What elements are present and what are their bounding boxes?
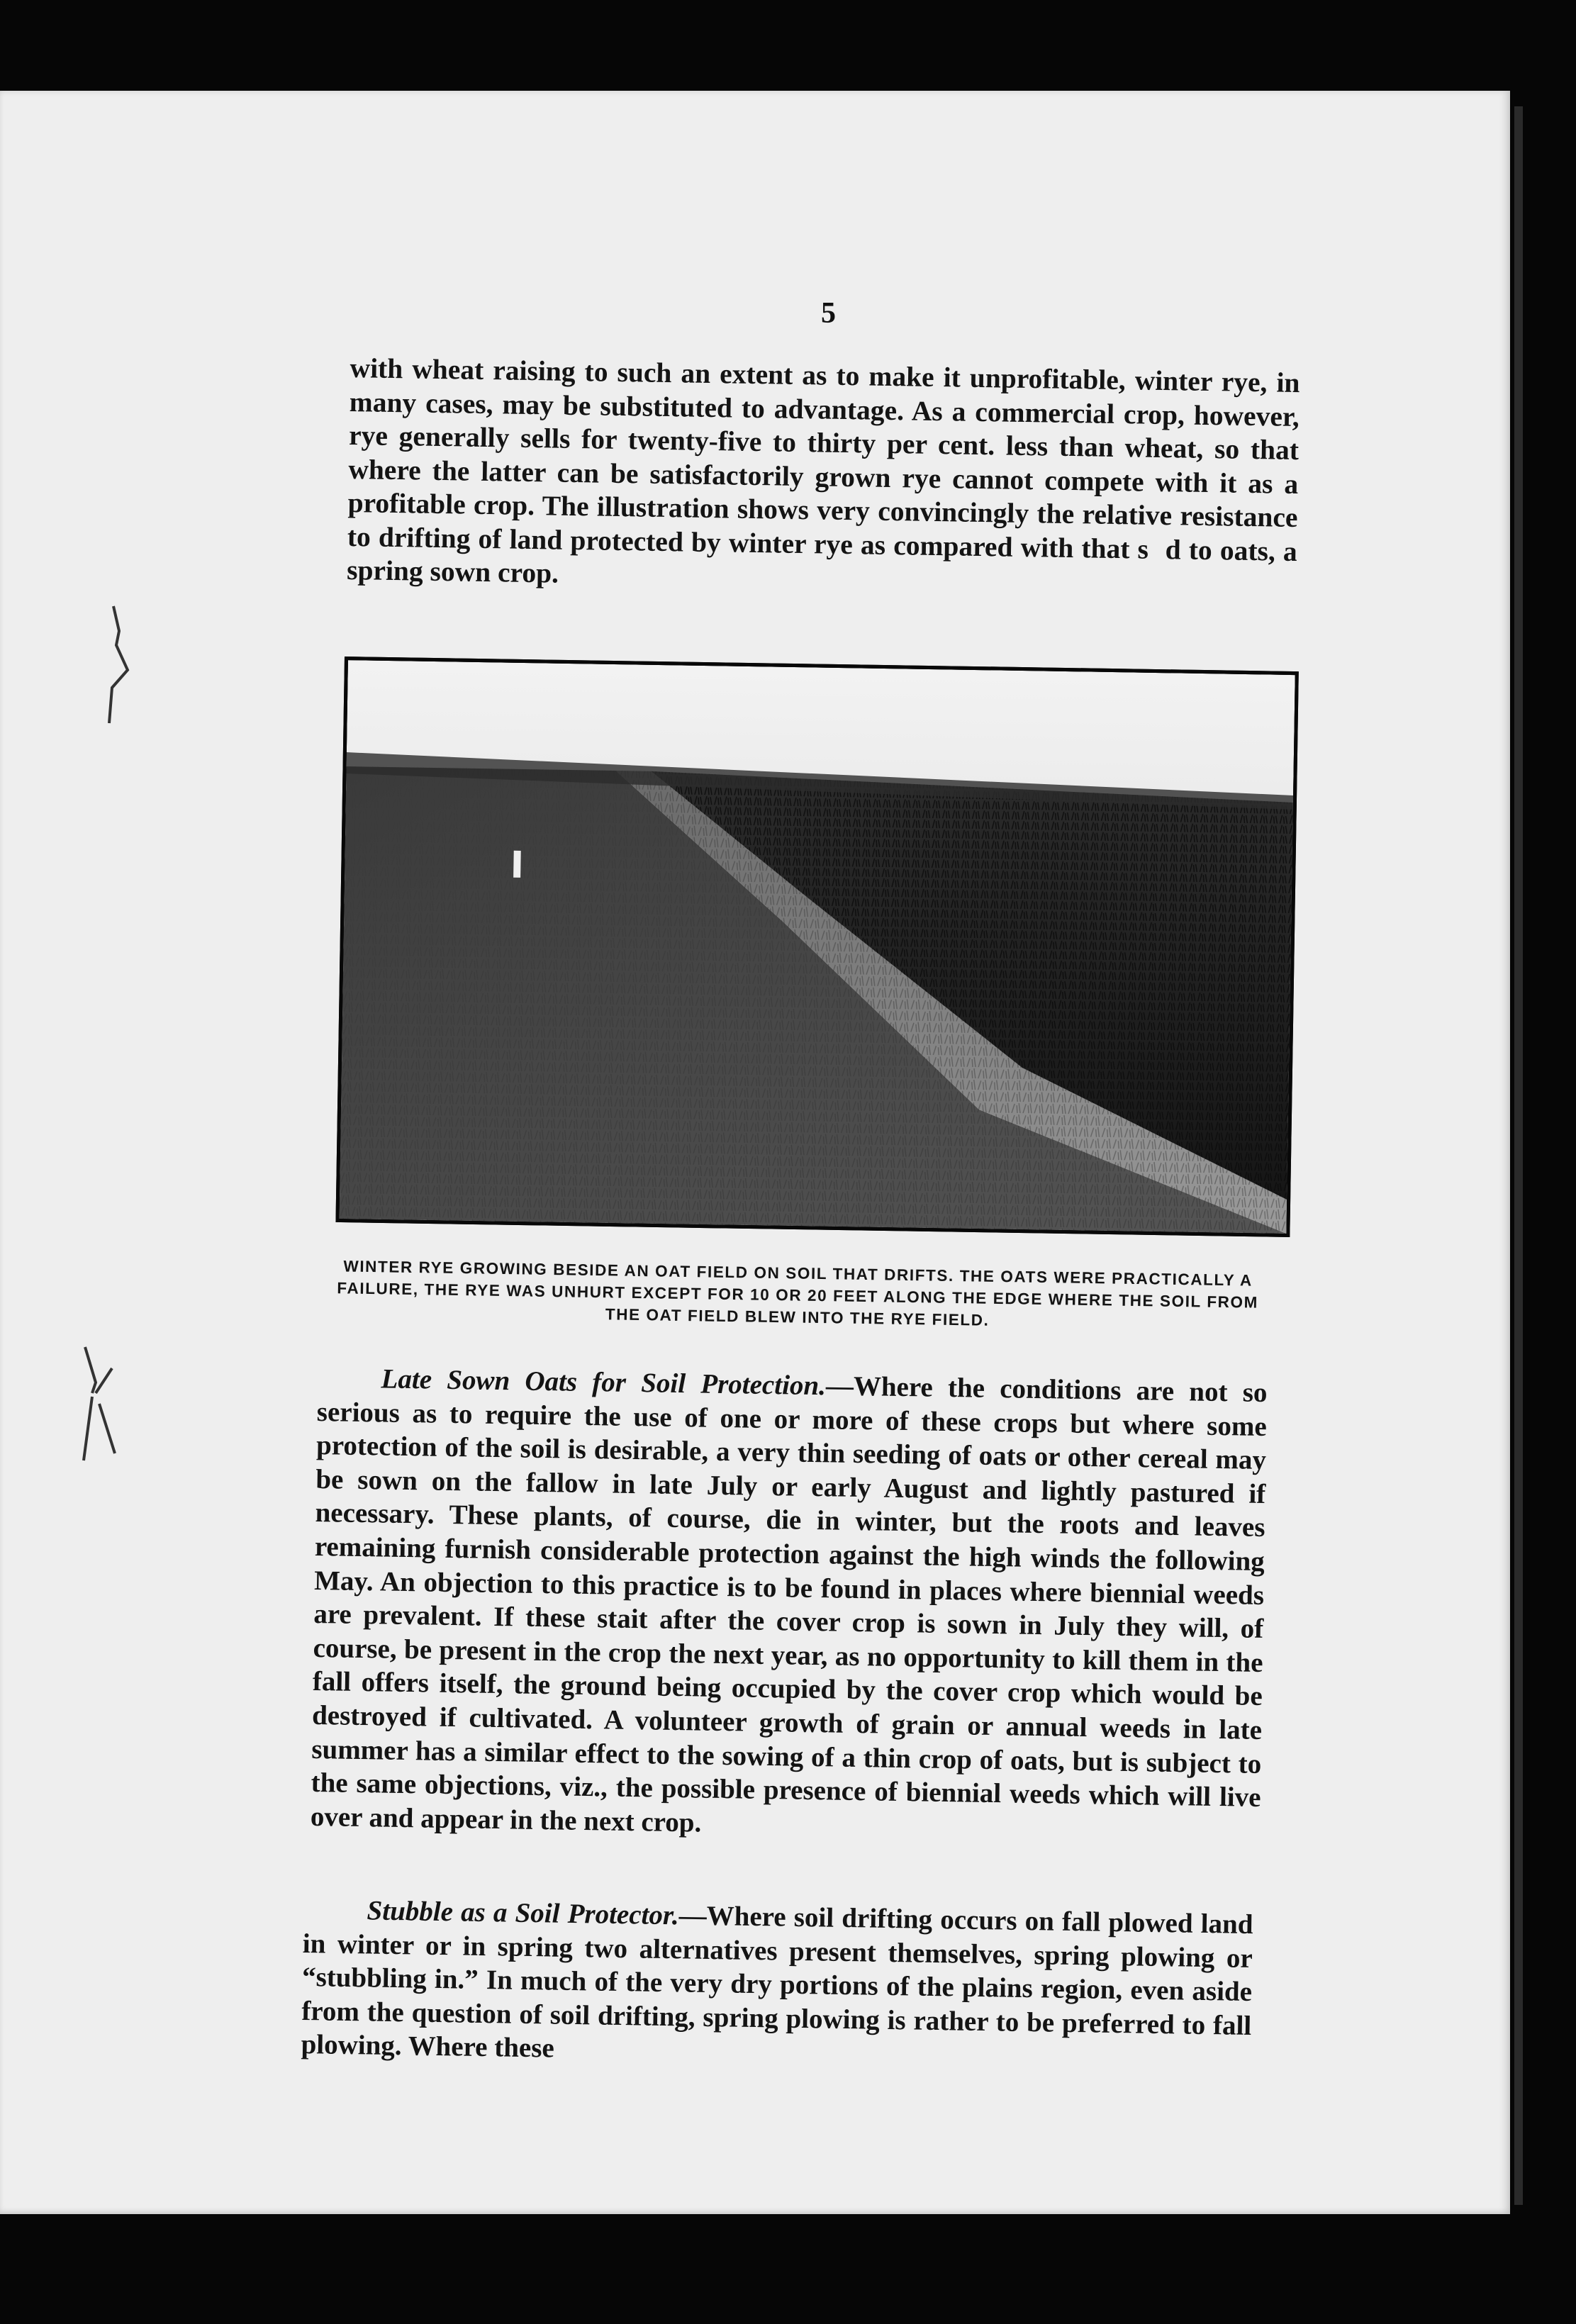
figure-photo [335,657,1298,1237]
figure-caption: WINTER RYE GROWING BESIDE AN OAT FIELD ON SOIL THAT DRIFTS. THE OATS WERE PRACTICALLY A FAILURE, THE RYE WAS UNHURT EXCEPT FOR 10 OR 20 FEET ALONG THE EDGE WHERE THE SOIL FROM THE OAT FIELD BLEW INTO THE RYE FIELD. [337,1257,1259,1329]
page-number: 5 [821,297,836,330]
photo-rye-and-oat-fields-icon [340,660,1295,1234]
section-stubble [301,1893,1253,2077]
section-heading-late-sown-oats: Late Sown Oats for Soil Protection. [381,1363,827,1402]
section-heading-stubble: Stubble as a Soil Protector. [367,1895,680,1931]
page-edge [1514,106,1523,2205]
section-late-sown-oats [311,1361,1268,1848]
section-text-stubble: —Where soil drifting occurs on fall plowed land in winter or in spring two alternatives present themselves, spring plowing or “stubbling in.” In much of the very dry portions of the plains region, even aside from the question of soil drifting, spring plowing is rather to be preferred to fall plowing. Where these [301,1900,1253,2064]
margin-mark-top [99,603,142,730]
section-text-late-sown-oats: —Where the conditions are not so serious as to require the use of one or more of these crops but where some protection of the soil is desirable, a very thin seeding of oats or other cereal may be sown on the fallow in late July or early August and lightly pastured if necessary. These plants, of course, die in winter, but the roots and leaves remaining furnish considerable protection against the high winds the following May. An objection to this practice is to be found in places where biennial weeds are prevalent. If these stait after the cover crop is sown in July they will, of course, be present in the crop the next year, as no opportunity to kill them in the fall offers itself, the ground being occupied by the cover crop which would be destroyed if cultivated. A volunteer growth of grain or annual weeds in late summer has a similar effect to the sowing of a thin crop of oats, but is subject to the same objections, viz., the possible presence of biennial weeds which will live over and appear in the next crop. [310,1370,1268,1838]
paragraph-intro: with wheat raising to such an extent as to make it unprofitable, winter rye, in many cases, may be substituted to advantage. As a commercial crop, however, rye generally sells for twenty-five to thirty per cent. less than wheat, so that where the latter can be satisfactorily grown rye cannot compete with it as a profitable crop. The illustration shows very convincingly the relative resistance to drifting of land protected by winter rye as compared with that s d to oats, a spring sown crop. [346,352,1300,589]
margin-mark-bottom [71,1340,128,1468]
